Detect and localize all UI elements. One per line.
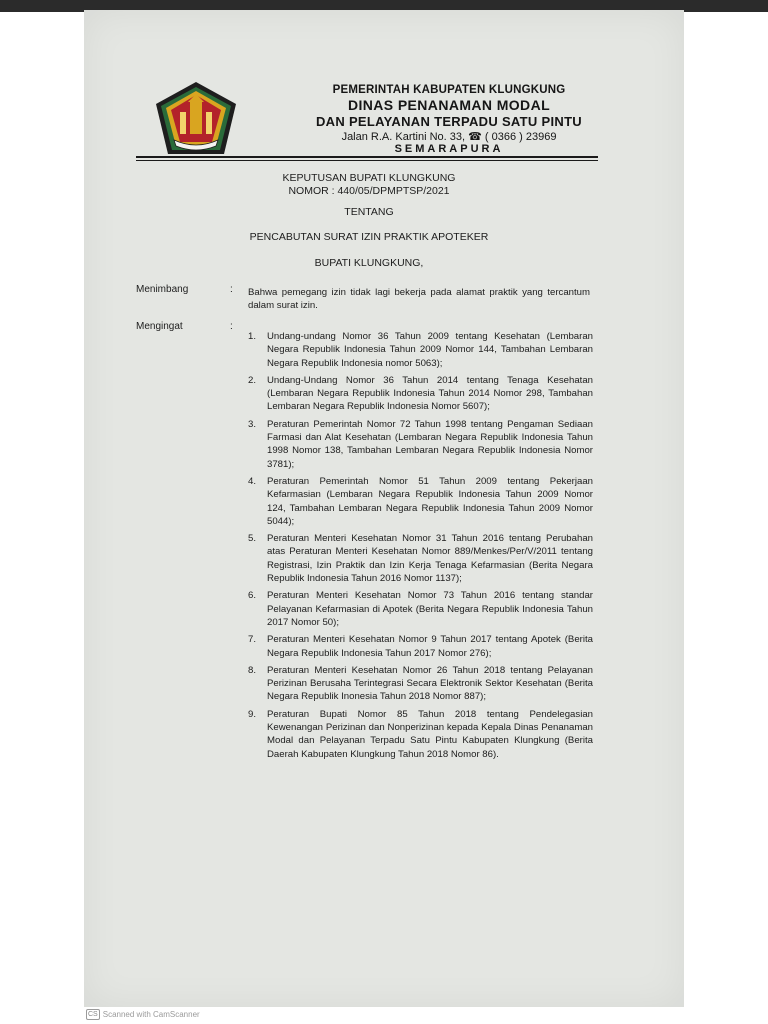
government-name: PEMERINTAH KABUPATEN KLUNGKUNG	[332, 84, 566, 96]
camscanner-logo-icon: CS	[88, 1011, 98, 1018]
list-item-number: 8.	[248, 664, 257, 676]
agency-name-line1: DINAS PENANAMAN MODAL	[347, 97, 551, 113]
list-item-text: Peraturan Bupati Nomor 85 Tahun 2018 tentang Pendelegasian Kewenangan Perizinan dan Nonperizinan kepada Kepala Dinas Penanaman Modal dan Pelayanan Terpadu Satu Pintu Kabupaten Klungkung (Berita Daerah Kabupaten Klungkung Tahun 2018 Nomor 86).	[267, 708, 593, 760]
list-item-text: Peraturan Pemerintah Nomor 72 Tahun 1998 tentang Pengaman Sediaan Farmasi dan Alat Kesehatan (Lembaran Negara Republik Indonesia Tahun 1998 Nomor 138, Tambahan Lembaran Negara Republik Indonesia Nomor 3781);	[267, 418, 593, 470]
menimbang-label: Menimbang	[136, 284, 189, 295]
list-item	[248, 330, 593, 370]
letterhead-rule-thin	[136, 160, 598, 161]
list-item	[248, 708, 593, 761]
decree-number: NOMOR : 440/05/DPMPTSP/2021	[288, 185, 450, 197]
list-item-text: Peraturan Menteri Kesehatan Nomor 73 Tahun 2016 tentang standar Pelayanan Kefarmasian di Apotek (Berita Negara Republik Indonesia Tahun 2017 Nomor 50);	[267, 590, 593, 628]
list-item-text: Undang-undang Nomor 36 Tahun 2009 tentang Kesehatan (Lembaran Negara Republik Indonesia Tahun 2009 Nomor 144, Tambahan Lembaran Negara Republik Indonesia nomor 5063);	[267, 331, 593, 369]
agency-city: SEMARAPURA	[394, 143, 504, 155]
list-item-number: 4.	[248, 475, 257, 487]
decree-about-label: TENTANG	[344, 206, 394, 218]
list-item-number: 3.	[248, 418, 257, 430]
menimbang-colon: :	[230, 284, 233, 295]
list-item-number: 1.	[248, 331, 257, 342]
list-item-text: Peraturan Pemerintah Nomor 51 Tahun 2009 tentang Pekerjaan Kefarmasian (Lembaran Negara Republik Indonesia Tahun 2009 Nomor 124, Tambahan Lembaran Negara Republik Indonesia Tahun 2009 Nomor 5044);	[267, 475, 593, 527]
document-page	[84, 10, 684, 1007]
decree-subject: PENCABUTAN SURAT IZIN PRAKTIK APOTEKER	[249, 231, 489, 243]
list-item	[248, 532, 593, 585]
list-item-number: 5.	[248, 533, 257, 545]
decree-authority: BUPATI KLUNGKUNG,	[314, 257, 424, 269]
list-item-text: Undang-Undang Nomor 36 Tahun 2014 tentang Tenaga Kesehatan (Lembaran Negara Republik Indonesia Tahun 2014 Nomor 298, Tambahan Lembaran Negara Republik Indonesia Nomor 5607);	[267, 374, 593, 413]
mengingat-label: Mengingat	[136, 321, 183, 332]
list-item	[248, 633, 593, 660]
list-item-number: 6.	[248, 590, 257, 602]
menimbang-text: Bahwa pemegang izin tidak lagi bekerja pada alamat praktik yang tercantum dalam surat izin.	[248, 287, 590, 312]
list-item-text: Peraturan Menteri Kesehatan Nomor 9 Tahun 2017 tentang Apotek (Berita Negara Republik Indonesia Tahun 2017 Nomor 276);	[267, 634, 593, 659]
agency-name-line2: DAN PELAYANAN TERPADU SATU PINTU	[315, 114, 582, 129]
list-item-number: 2.	[248, 374, 257, 386]
list-item	[248, 475, 593, 528]
list-item	[248, 374, 593, 414]
scanner-watermark-text: Scanned with CamScanner	[102, 1010, 200, 1019]
list-item	[248, 589, 593, 629]
letterhead	[234, 84, 664, 155]
mengingat-colon: :	[230, 321, 233, 332]
regency-emblem-icon	[154, 80, 238, 156]
letterhead-rule-thick	[136, 156, 598, 158]
mengingat-list	[248, 330, 593, 765]
decree-title: KEPUTUSAN BUPATI KLUNGKUNG	[282, 172, 456, 184]
list-item-text: Peraturan Menteri Kesehatan Nomor 31 Tahun 2016 tentang Perubahan atas Peraturan Menteri Kesehatan Nomor 889/Menkes/Per/V/2011 tentang Registrasi, Izin Praktik dan Izin Kerja Tenaga Kefarmasian (Berita Negara Republik Indonesia Tahun 2016 Nomor 1137);	[267, 533, 593, 585]
list-item-text: Peraturan Menteri Kesehatan Nomor 26 Tahun 2018 tentang Pelayanan Perizinan Berusaha Terintegrasi Secara Elektronik Sektor Kesehatan (Berita Negara Republik Inonesia Tahun 2018 Nomor 887);	[267, 664, 593, 703]
list-item-number: 9.	[248, 708, 257, 720]
list-item	[248, 418, 593, 471]
list-item-number: 7.	[248, 634, 257, 646]
list-item	[248, 664, 593, 704]
scanner-watermark	[86, 1009, 200, 1020]
agency-address: Jalan R.A. Kartini No. 33, ☎ ( 0366 ) 23969	[341, 131, 557, 143]
